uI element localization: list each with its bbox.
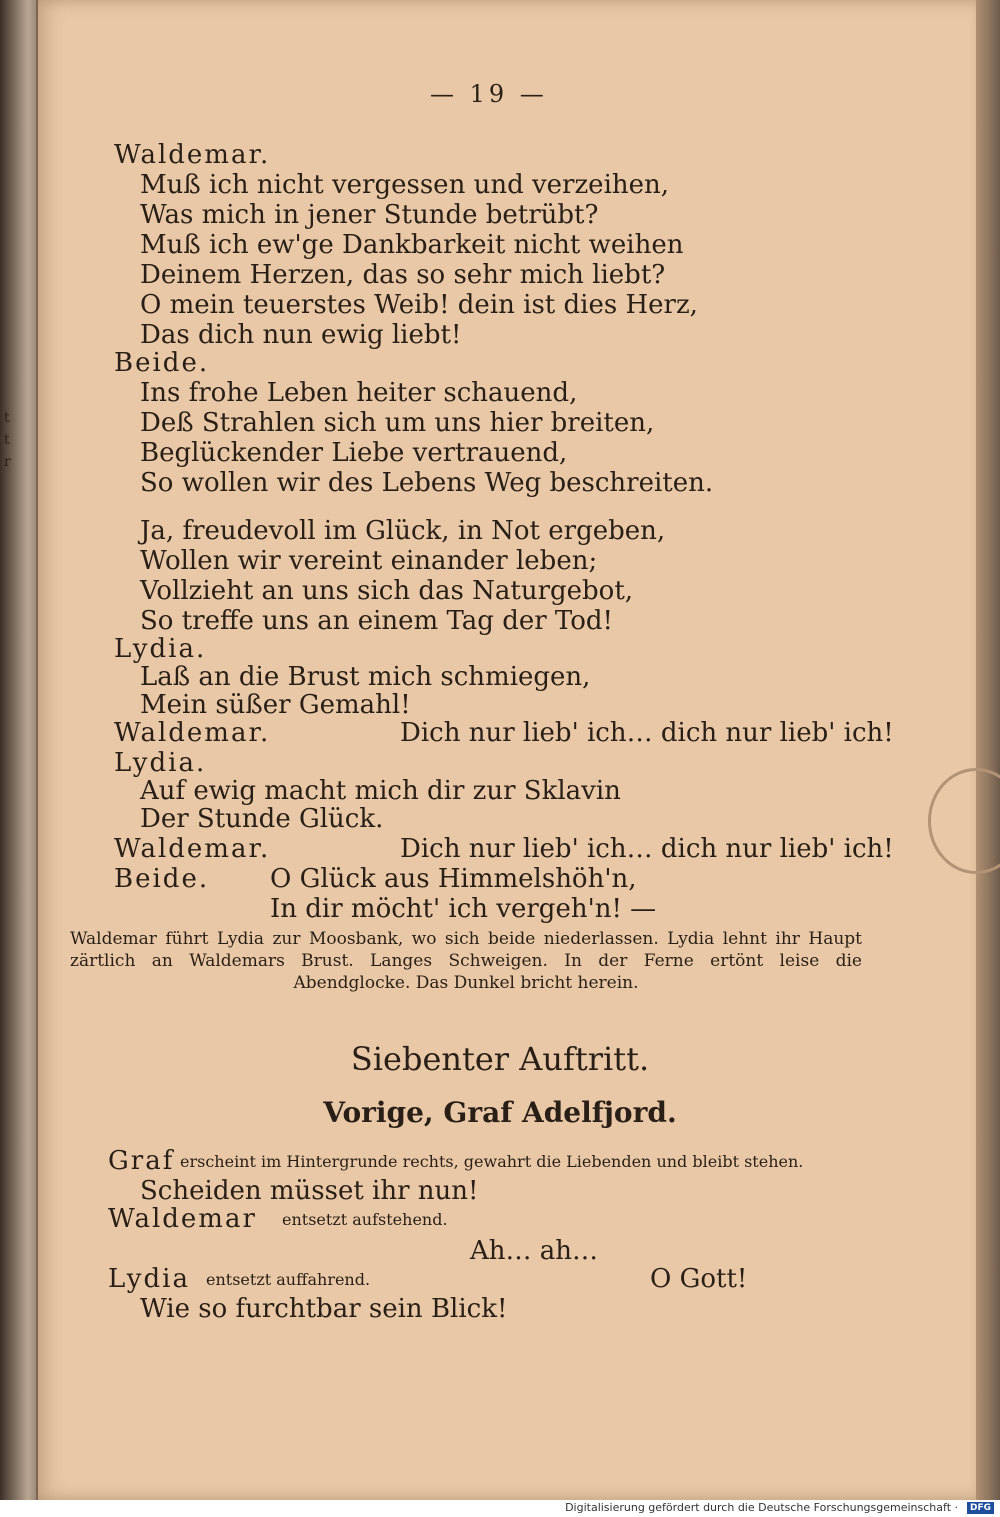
spine-mark: r xyxy=(4,454,11,470)
verse-line: Scheiden müsset ihr nun! xyxy=(140,1176,479,1206)
verse-line: Auf ewig macht mich dir zur Sklavin xyxy=(140,776,621,806)
verse-line: Dich nur lieb' ich… dich nur lieb' ich! xyxy=(400,718,894,748)
speaker-name: Waldemar. xyxy=(114,140,271,170)
speaker-name: Waldemar. xyxy=(114,718,271,748)
speaker-name: Lydia. xyxy=(114,748,207,778)
speaker-name: Beide. xyxy=(114,864,210,894)
scene-heading: Siebenter Auftritt. xyxy=(350,1040,650,1078)
stage-direction: Waldemar führt Lydia zur Moosbank, wo sich beide niederlassen. Lydia lehnt ihr Haupt zärtlich an Waldemars Brust. Langes Schweigen. In der Ferne ertönt leise die Abendglocke. Das Dunkel bricht herein. xyxy=(70,929,862,993)
footer-bar xyxy=(0,1500,1000,1517)
verse-line: So wollen wir des Lebens Weg beschreiten. xyxy=(140,468,714,498)
verse-line: So treffe uns an einem Tag der Tod! xyxy=(140,606,614,636)
scene-characters: Vorige, Graf Adelfjord. xyxy=(323,1096,677,1129)
spine-mark: t xyxy=(4,432,10,448)
stage-direction-inline: erscheint im Hintergrunde rechts, gewahrt die Liebenden und bleibt stehen. xyxy=(180,1152,804,1171)
verse-line: Dich nur lieb' ich… dich nur lieb' ich! xyxy=(400,834,894,864)
speaker-name: Lydia xyxy=(108,1264,190,1294)
verse-line: Was mich in jener Stunde betrübt? xyxy=(140,200,599,230)
verse-line: Mein süßer Gemahl! xyxy=(140,690,411,720)
dfg-logo: DFG xyxy=(967,1502,994,1514)
verse-line: Beglückender Liebe vertrauend, xyxy=(140,438,568,468)
verse-line: Wie so furchtbar sein Blick! xyxy=(140,1294,508,1324)
speaker-name: Waldemar xyxy=(108,1204,257,1234)
spine-mark: t xyxy=(4,410,10,426)
verse-line: Muß ich nicht vergessen und verzeihen, xyxy=(140,170,670,200)
page-number: — 19 — xyxy=(430,80,548,108)
verse-line: O Gott! xyxy=(650,1264,748,1294)
speaker-name: Graf xyxy=(108,1146,175,1176)
verse-line: Ja, freudevoll im Glück, in Not ergeben, xyxy=(140,516,666,546)
verse-line: Deß Strahlen sich um uns hier breiten, xyxy=(140,408,655,438)
speaker-name: Beide. xyxy=(114,348,210,378)
verse-line: In dir möcht' ich vergeh'n! — xyxy=(270,894,657,924)
verse-line: Ah… ah… xyxy=(470,1236,599,1266)
verse-line: Muß ich ew'ge Dankbarkeit nicht weihen xyxy=(140,230,684,260)
verse-line: Ins frohe Leben heiter schauend, xyxy=(140,378,578,408)
verse-line: Vollzieht an uns sich das Naturgebot, xyxy=(140,576,634,606)
verse-line: Wollen wir vereint einander leben; xyxy=(140,546,598,576)
verse-line: Der Stunde Glück. xyxy=(140,804,384,834)
verse-line: Das dich nun ewig liebt! xyxy=(140,320,462,350)
verse-line: Deinem Herzen, das so sehr mich liebt? xyxy=(140,260,666,290)
stage-direction-inline: entsetzt aufstehend. xyxy=(282,1210,448,1229)
funding-credit: Digitalisierung gefördert durch die Deutsche Forschungsgemeinschaft · xyxy=(565,1501,958,1514)
stage-direction-inline: entsetzt auffahrend. xyxy=(206,1270,371,1289)
speaker-name: Waldemar. xyxy=(114,834,271,864)
verse-line: O Glück aus Himmelshöh'n, xyxy=(270,864,637,894)
speaker-name: Lydia. xyxy=(114,634,207,664)
verse-line: Laß an die Brust mich schmiegen, xyxy=(140,662,591,692)
verse-line: O mein teuerstes Weib! dein ist dies Herz, xyxy=(140,290,698,320)
